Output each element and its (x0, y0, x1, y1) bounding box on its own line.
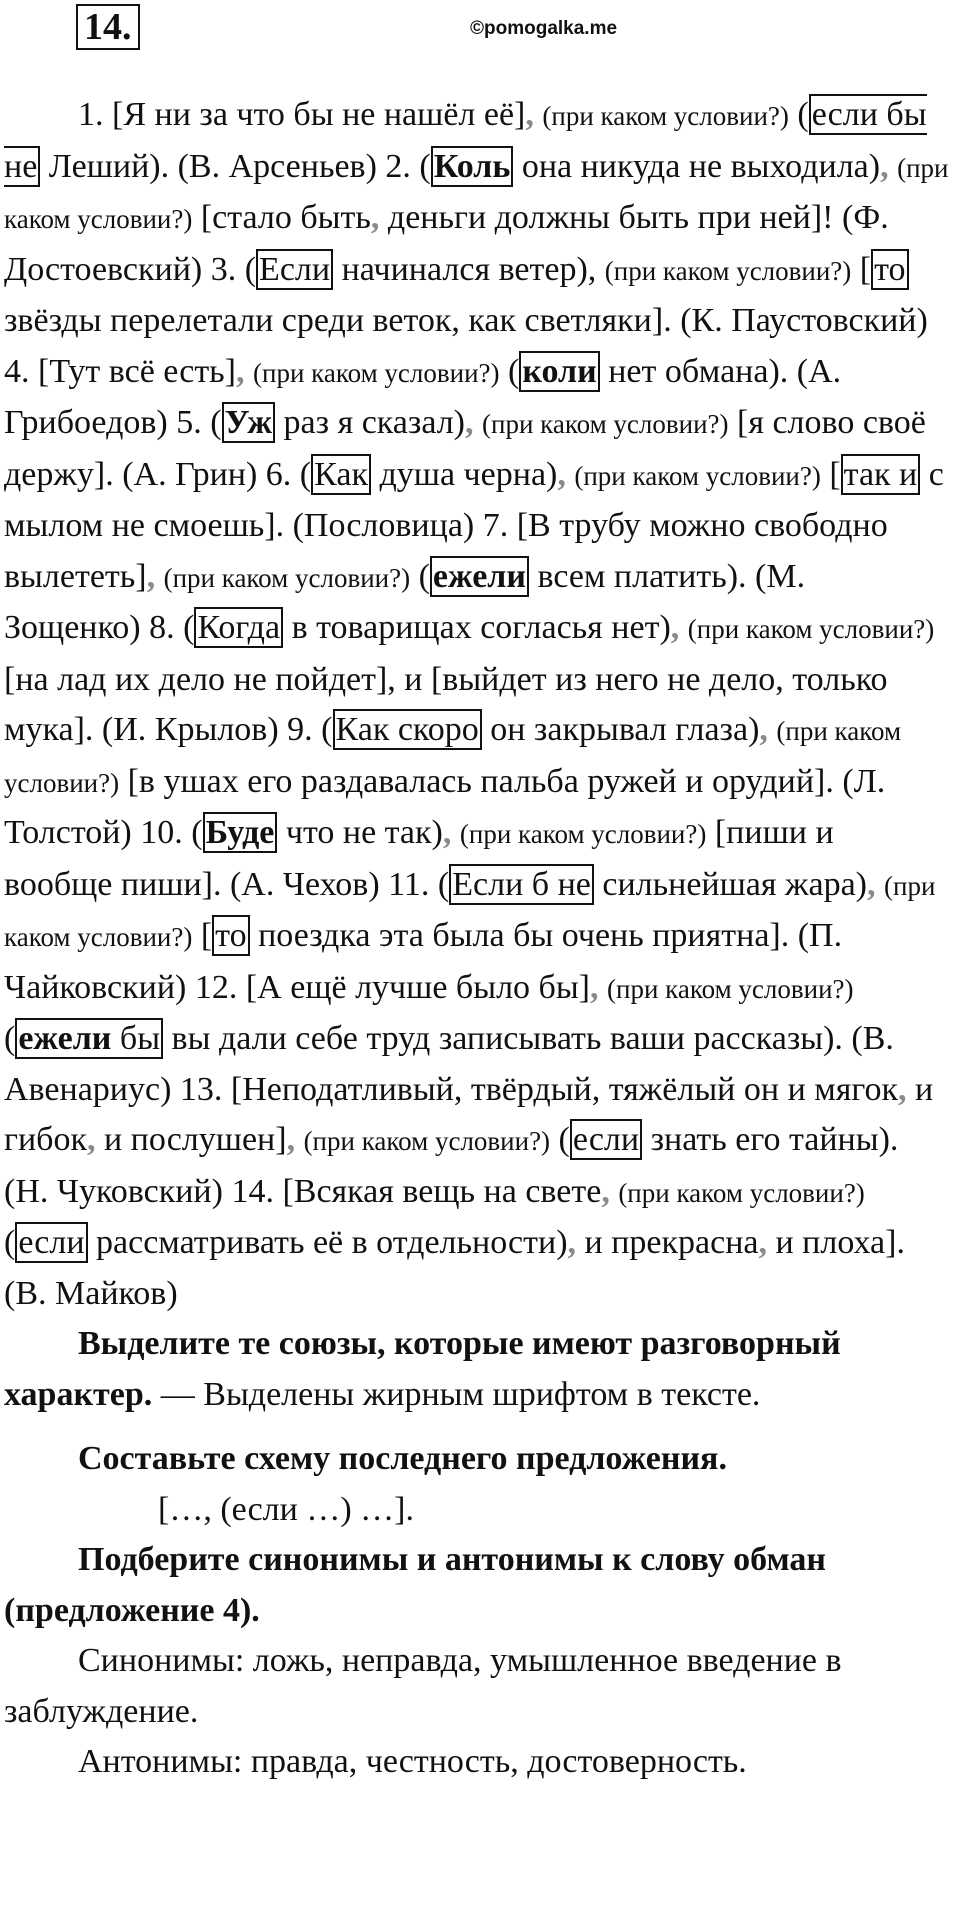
exercise-text: 1. [Я ни за что бы не нашёл её], (при каком условии?) (если бы не Леший). (В. Арсеньев) 2. (Коль она никуда не выходила), (при каком условии?) [стало быть, деньги должны быть при ней]! (Ф. Достоевский) 3. (Если начинался ветер), (при каком условии?) [то звёзды перелетали среди веток, как светляки]. (К. Паустовский) 4. [Тут всё есть], (при каком условии?) (коли нет обмана). (А. Грибоедов) 5. (Уж раз я сказал), (при каком условии?) [я слово своё держу]. (А. Грин) 6. (Как душа черна), (при каком условии?) [так и с мылом не смоешь]. (Пословица) 7. [В трубу можно свободно вылететь], (при каком условии?) (ежели всем платить). (М. Зощенко) 8. (Когда в товарищах согласья нет), (при каком условии?) [на лад их дело не пойдет], и [выйдет из него не дело, только мука]. (И. Крылов) 9. (Как скоро он закрывал глаза), (при каком условии?) [в ушах его раздавалась пальба ружей и орудий]. (Л. Толстой) 10. (Буде что не так), (при каком условии?) [пиши и вообще пиши]. (А. Чехов) 11. (Если б не сильнейшая жара), (при каком условии?) [то поездка эта была бы очень приятна]. (П. Чайковский) 12. [А ещё лучше было бы], (при каком условии?) (ежели бы вы дали себе труд записывать ваши рассказы). (В. Авенариус) 13. [Неподатливый, твёрдый, тяжёлый он и мягок, и гибок, и послушен], (при каком условии?) (если знать его тайны). (Н. Чуковский) 14. [Всякая вещь на свете, (при каком условии?) (если рассматривать её в отдельности), и прекрасна, и плоха]. (В. Майков) (4, 96, 949, 1312)
answer-1 (4, 1319, 950, 1420)
site-watermark: ©pomogalka.me (470, 18, 618, 39)
document-body (4, 90, 950, 1788)
synonyms-text: Синонимы: ложь, неправда, умышленное введение в заблуждение. (4, 1642, 842, 1730)
sentence-scheme: […, (если …) …]. (158, 1490, 414, 1528)
page-header (0, 0, 960, 60)
question-2-title: Составьте схему последнего предложения. (78, 1440, 727, 1477)
answer-1-text: — Выделены жирным шрифтом в тексте. (152, 1375, 761, 1413)
question-3-title: Подберите синонимы и антонимы к слову обман (предложение 4). (4, 1541, 827, 1629)
task-number: 14. (76, 4, 140, 50)
question-1-title: Выделите те союзы, которые имеют разговорный характер. (4, 1325, 841, 1413)
antonyms-text: Антонимы: правда, честность, достоверность. (78, 1743, 747, 1780)
